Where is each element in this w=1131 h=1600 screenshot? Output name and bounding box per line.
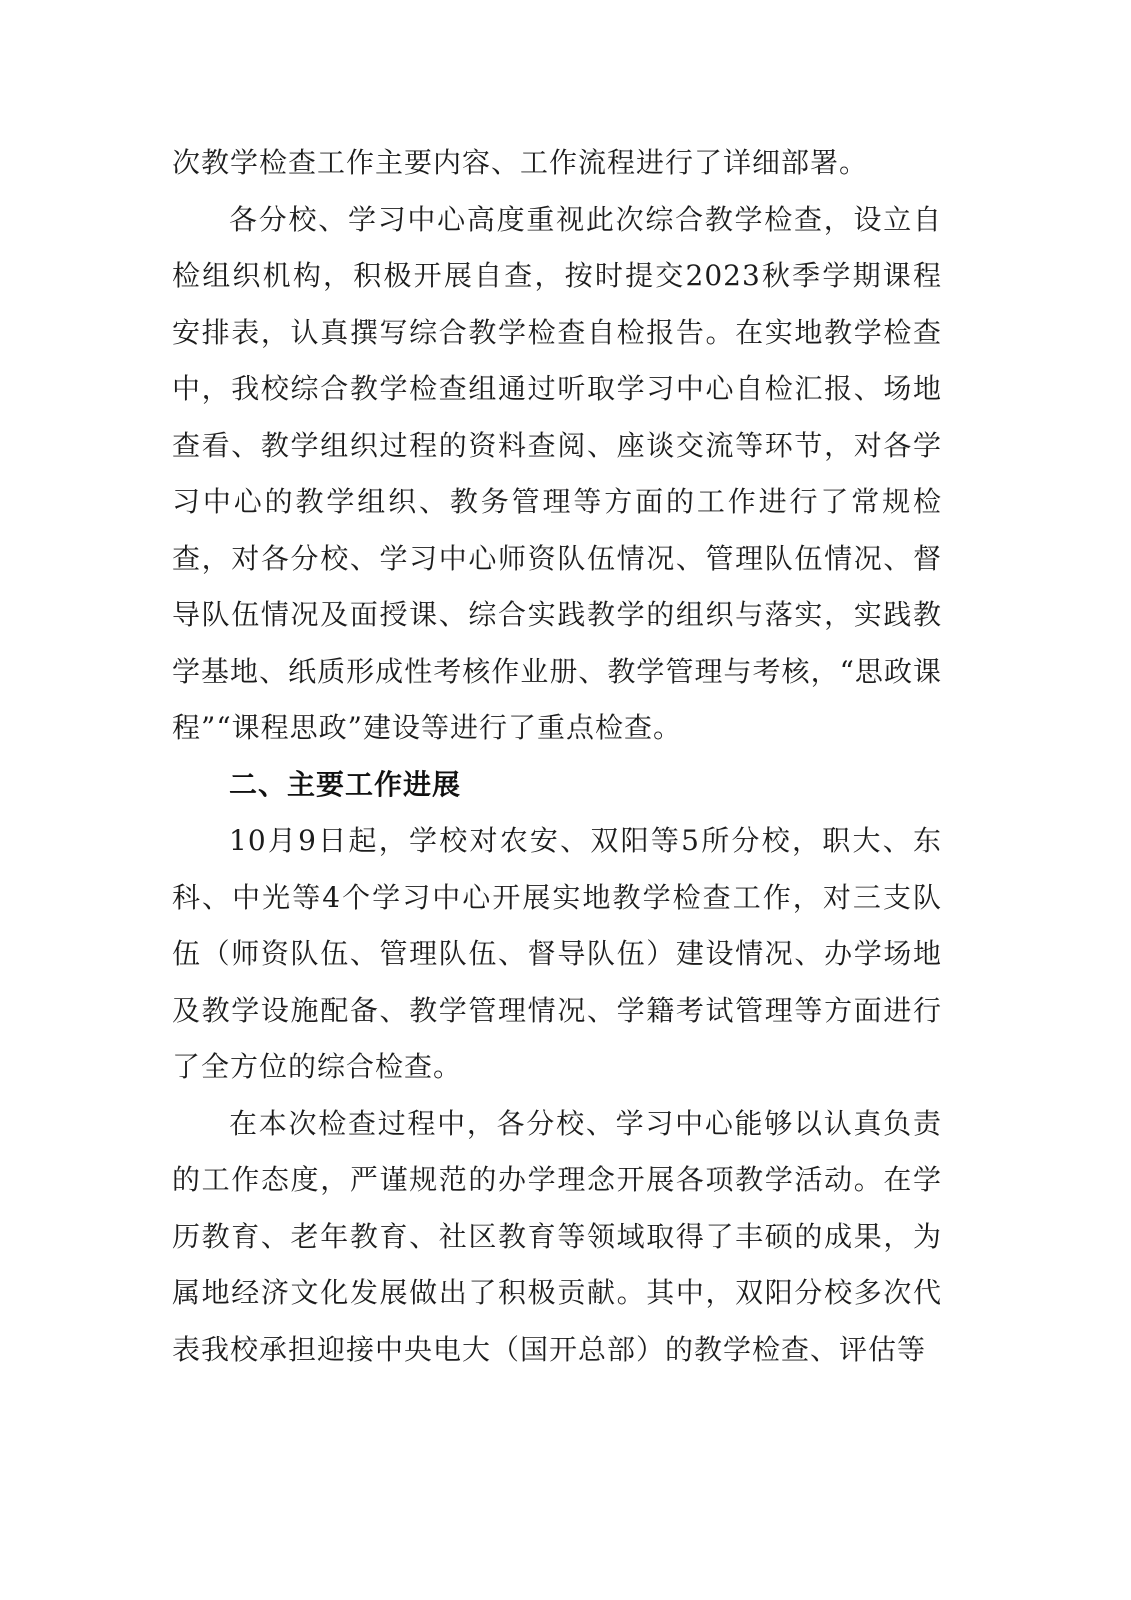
paragraph-results: 在本次检查过程中，各分校、学习中心能够以认真负责的工作态度，严谨规范的办学理念开展各项教学活动。在学历教育、老年教育、社区教育等领域取得了丰硕的成果，为属地经济文化发展做出了积极贡献。其中，双阳分校多次代表我校承担迎接中央电大（国开总部）的教学检查、评估等 [172,1106,942,1366]
paragraph-self-check: 各分校、学习中心高度重视此次综合教学检查，设立自检组织机构，积极开展自查，按时提交2023秋季学期课程安排表，认真撰写综合教学检查自检报告。在实地教学检查中，我校综合教学检查组通过听取学习中心自检汇报、场地查看、教学组织过程的资料查阅、座谈交流等环节，对各学习中心的教学组织、教务管理等方面的工作进行了常规检查，对各分校、学习中心师资队伍情况、管理队伍情况、督导队伍情况及面授课、综合实践教学的组织与落实，实践教学基地、纸质形成性考核作业册、教学管理与考核，“思政课程”“课程思政”建设等进行了重点检查。 [172,202,942,744]
document-body [172,135,942,1378]
paragraph-continuation: 次教学检查工作主要内容、工作流程进行了详细部署。 [172,146,869,179]
section-heading: 二、主要工作进展 [229,767,462,801]
paragraph-progress: 10月9日起，学校对农安、双阳等5所分校，职大、东科、中光等4个学习中心开展实地教学检查工作，对三支队伍（师资队伍、管理队伍、督导队伍）建设情况、办学场地及教学设施配备、教学管理情况、学籍考试管理等方面进行了全方位的综合检查。 [172,824,942,1083]
